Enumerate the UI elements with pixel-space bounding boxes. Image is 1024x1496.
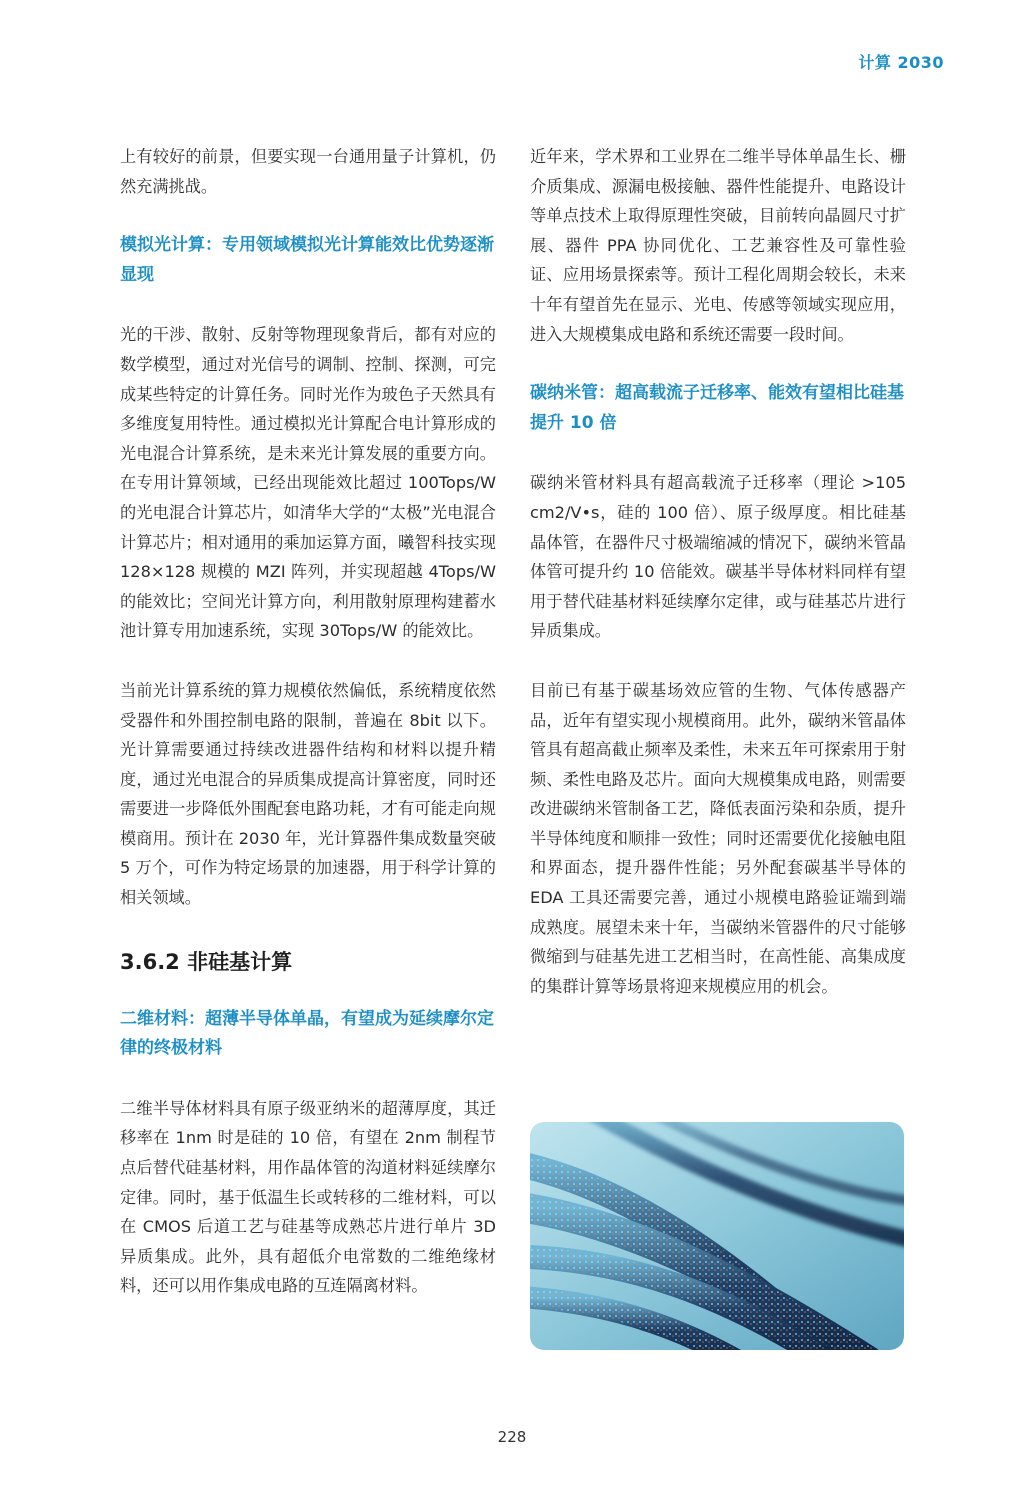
paragraph-intro: 上有较好的前景，但要实现一台通用量子计算机，仍然充满挑战。 — [120, 147, 496, 196]
heading-optical-computing: 模拟光计算：专用领域模拟光计算能效比优势逐渐显现 — [120, 235, 494, 285]
left-column — [120, 142, 496, 1301]
paragraph-optical-1: 光的干涉、散射、反射等物理现象背后，都有对应的数学模型，通过对光信号的调制、控制、探测，可完成某些特定的计算任务。同时光作为玻色子天然具有多维度复用特性。通过模拟光计算配合电计算形成的光电混合计算系统，是未来光计算发展的重要方向。在专用计算领域，已经出现能效比超过 100Tops/W 的光电混合计算芯片，如清华大学的“太极”光电混合计算芯片；相对通用的乘加运算方面，曦智科技实现 128×128 规模的 MZI 阵列，并实现超越 4Tops/W 的能效比；空间光计算方向，利用散射原理构建蓄水池计算专用加速系统，实现 30Tops/W 的能效比。 — [120, 325, 496, 641]
paragraph-optical-2: 当前光计算系统的算力规模依然偏低，系统精度依然受器件和外围控制电路的限制，普遍在 8bit 以下。光计算需要通过持续改进器件结构和材料以提升精度，通过光电混合的异质集成提高计算密度，同时还需要进一步降低外围配套电路功耗，才有可能走向规模商用。预计在 2030 年，光计算器件集成数量突破 5 万个，可作为特定场景的加速器，用于科学计算的相关领域。 — [120, 680, 496, 908]
paragraph-2d-continued: 近年来，学术界和工业界在二维半导体单晶生长、栅介质集成、源漏电极接触、器件性能提升、电路设计等单点技术上取得原理性突破，目前转向晶圆尺寸扩展、器件 PPA 协同优化、工艺兼容性及可靠性验证、应用场景探索等。预计工程化周期会较长，未来十年有望首先在显示、光电、传感等领域实现应用，进入大规模集成电路和系统还需要一段时间。 — [530, 147, 906, 344]
paragraph-cnt-2: 目前已有基于碳基场效应管的生物、气体传感器产品，近年有望实现小规模商用。此外，碳纳米管晶体管具有超高截止频率及柔性，未来五年可探索用于射频、柔性电路及芯片。面向大规模集成电路，则需要改进碳纳米管制备工艺，降低表面污染和杂质，提升半导体纯度和顺排一致性；同时还需要优化接触电阻和界面态，提升器件性能；另外配套碳基半导体的 EDA 工具还需要完善，通过小规模电路验证端到端成熟度。展望未来十年，当碳纳米管器件的尺寸能够微缩到与硅基先进工艺相当时，在高性能、高集成度的集群计算等场景将迎来规模应用的机会。 — [530, 680, 906, 996]
fiber-cables-photo — [530, 1122, 904, 1350]
section-title: 3.6.2 非硅基计算 — [120, 949, 293, 974]
paragraph-cnt-1: 碳纳米管材料具有超高载流子迁移率（理论 >105 cm2/V•s，硅的 100 倍）、原子级厚度。相比硅基晶体管，在器件尺寸极端缩减的情况下，碳纳米管晶体管可提升约 10 倍能效。碳基半导体材料同样有望用于替代硅基材料延续摩尔定律，或与硅基芯片进行异质集成。 — [530, 473, 906, 641]
page-number: 228 — [497, 1428, 527, 1446]
glowing-fiber-cables-icon — [530, 1122, 904, 1350]
heading-carbon-nanotube: 碳纳米管：超高载流子迁移率、能效有望相比硅基提升 10 倍 — [530, 383, 904, 433]
right-column — [530, 142, 906, 1001]
paragraph-2d-materials: 二维半导体材料具有原子级亚纳米的超薄厚度，其迁移率在 1nm 时是硅的 10 倍，有望在 2nm 制程节点后替代硅基材料，用作晶体管的沟道材料延续摩尔定律。同时，基于低温生长或转移的二维材料，可以在 CMOS 后道工艺与硅基等成熟芯片进行单片 3D 异质集成。此外，具有超低介电常数的二维绝缘材料，还可以用作集成电路的互连隔离材料。 — [120, 1098, 496, 1296]
header-title: 计算 2030 — [858, 53, 944, 72]
heading-2d-materials: 二维材料：超薄半导体单晶，有望成为延续摩尔定律的终极材料 — [120, 1008, 494, 1059]
